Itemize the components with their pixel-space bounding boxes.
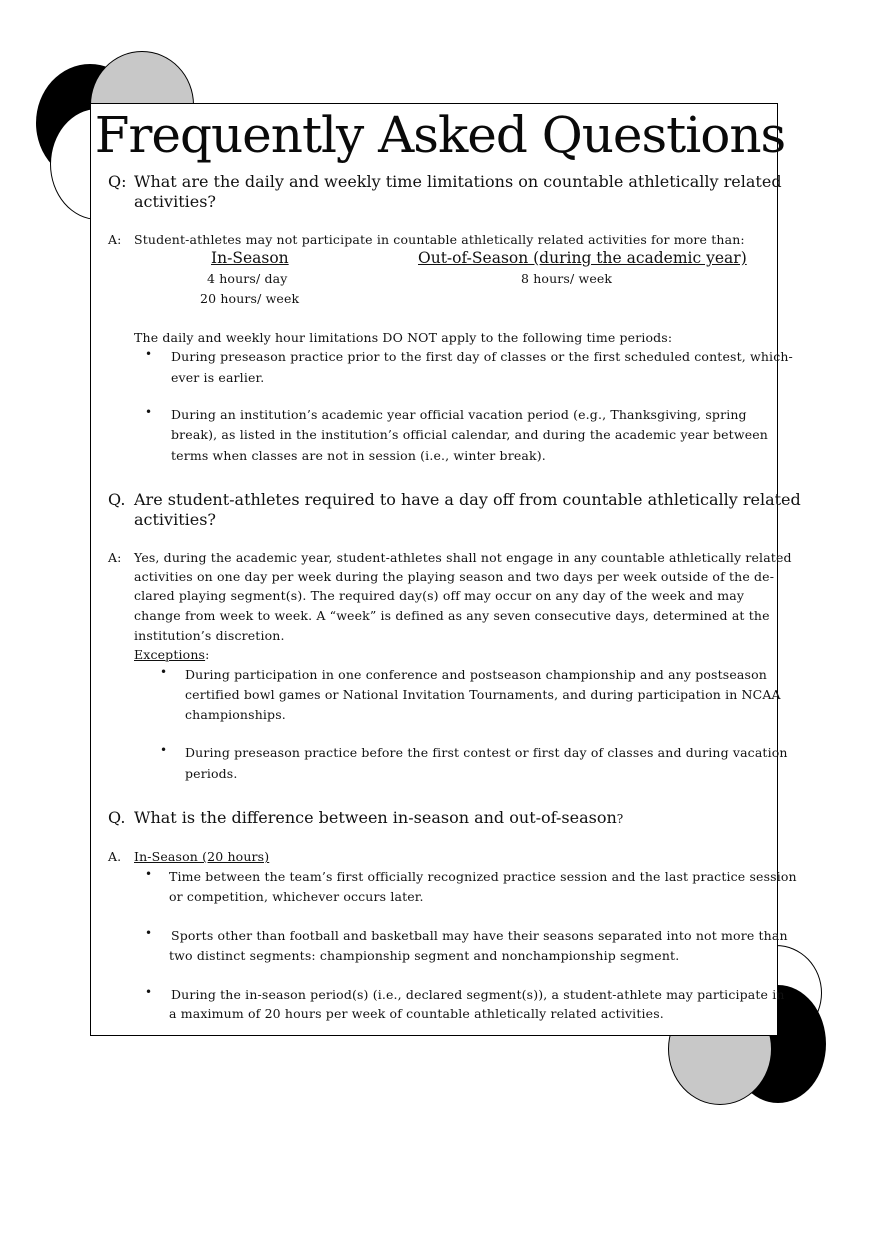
out-of-season-heading: Out-of-Season (during the academic year) (418, 249, 747, 267)
exception-2-line: periods. (185, 766, 238, 781)
answer-2-line: activities on one day per week during the playing season and two days per week outside of the de- (134, 569, 775, 584)
question-3-line (134, 808, 623, 829)
bullet: • (160, 743, 168, 757)
answer-3-bullet-1-line: or competition, whichever occurs later. (169, 889, 424, 904)
out-of-season-weekly-limit: 8 hours/ week (521, 271, 613, 286)
exceptions-colon: : (205, 647, 210, 662)
answer-3-bullet-2-line: two distinct segments: championship segment and nonchampionship segment. (169, 948, 680, 963)
answer-2-line: institution’s discretion. (134, 628, 285, 643)
exception-1-line: championships. (185, 707, 286, 722)
answer-2-line: clared playing segment(s). The required day(s) off may occur on any day of the week and may (134, 588, 745, 603)
answer-1-bullet-2-line: break), as listed in the institution’s official calendar, and during the academic year between (171, 427, 768, 442)
answer-2-line: change from week to week. A “week” is defined as any seven consecutive days, determined at the (134, 608, 770, 623)
question-3-text: What is the difference between in-season and out-of-season (134, 808, 617, 827)
answer-2-line: Yes, during the academic year, student-athletes shall not engage in any countable athletically related (134, 550, 792, 565)
bullet: • (160, 665, 168, 679)
exception-2-line: During preseason practice before the first contest or first day of classes and during vacation (185, 745, 788, 760)
question-2-line: activities? (134, 510, 217, 529)
answer-1-bullet-2-line: During an institution’s academic year official vacation period (e.g., Thanksgiving, spring (171, 407, 747, 422)
bullet: • (145, 926, 153, 940)
question-3-mark: ? (616, 812, 624, 826)
answer-1-bullet-1-line: ever is earlier. (171, 370, 265, 385)
question-prefix: Q. (108, 490, 126, 509)
answer-prefix: A: (108, 232, 122, 247)
exception-1-line: certified bowl games or National Invitation Tournaments, and during participation in NCAA (185, 687, 781, 702)
bullet: • (145, 347, 153, 361)
in-season-heading: In-Season (211, 249, 289, 267)
bullet: • (145, 867, 153, 881)
question-1-line: What are the daily and weekly time limitations on countable athletically related (134, 172, 782, 191)
answer-prefix: A. (108, 849, 122, 864)
question-prefix: Q: (108, 172, 127, 191)
exceptions-label-text: Exceptions (134, 647, 206, 662)
answer-3-bullet-1-line: Time between the team’s first officially recognized practice session and the last practice session (169, 869, 797, 884)
answer-3-bullet-3-line: a maximum of 20 hours per week of countable athletically related activities. (169, 1006, 664, 1021)
in-season-20-hours-heading: In-Season (20 hours) (134, 849, 270, 864)
answer-1-bullet-2-line: terms when classes are not in session (i.e., winter break). (171, 448, 546, 463)
exception-1-line: During participation in one conference and postseason championship and any postseason (185, 667, 767, 682)
page-title: Frequently Asked Questions (94, 106, 786, 164)
bullet: • (145, 985, 153, 999)
bullet: • (145, 405, 153, 419)
limitations-note: The daily and weekly hour limitations DO NOT apply to the following time periods: (134, 330, 673, 345)
answer-3-bullet-2-line: Sports other than football and basketball may have their seasons separated into not more than (171, 928, 788, 943)
exceptions-label (134, 645, 209, 665)
answer-prefix: A: (108, 550, 122, 565)
answer-1-intro: Student-athletes may not participate in countable athletically related activities for more than: (134, 232, 745, 247)
in-season-weekly-limit: 20 hours/ week (200, 291, 300, 306)
in-season-daily-limit: 4 hours/ day (207, 271, 288, 286)
question-prefix: Q. (108, 808, 126, 827)
question-2-line: Are student-athletes required to have a day off from countable athletically related (134, 490, 801, 509)
answer-1-bullet-1-line: During preseason practice prior to the first day of classes or the first scheduled contest, which- (171, 349, 793, 364)
question-1-line: activities? (134, 192, 217, 211)
answer-3-bullet-3-line: During the in-season period(s) (i.e., declared segment(s)), a student-athlete may participate in (171, 987, 785, 1002)
